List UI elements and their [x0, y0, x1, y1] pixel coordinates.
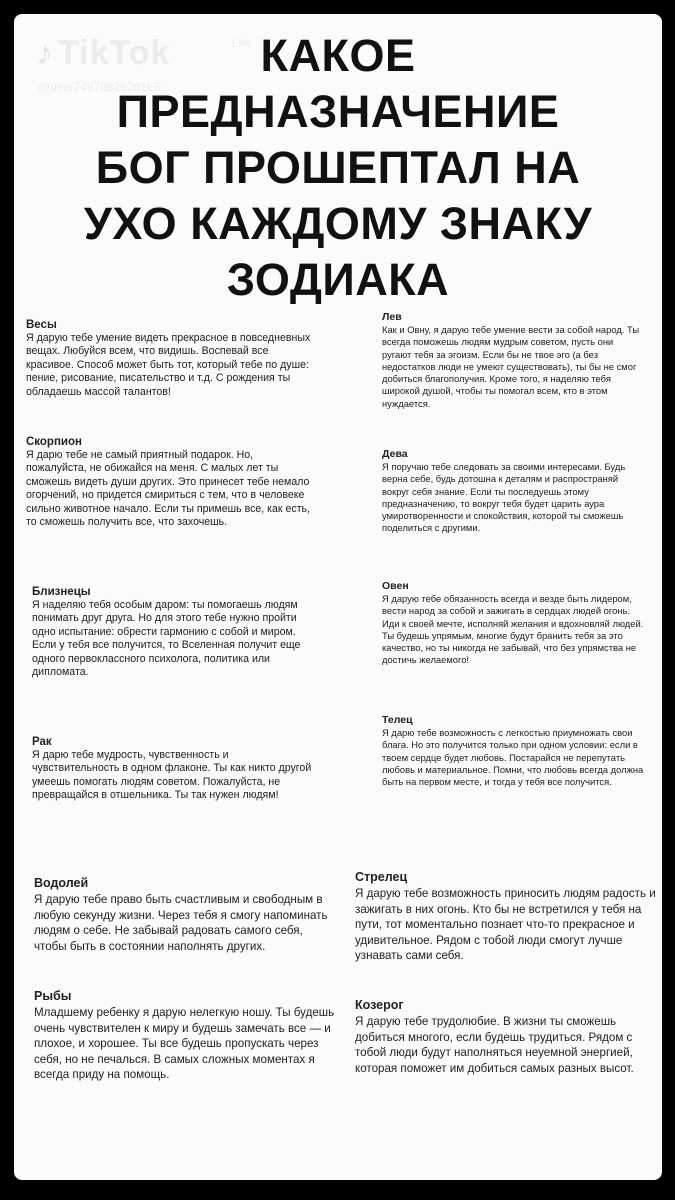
sign-kozerog	[355, 998, 660, 1076]
title-line: БОГ ПРОШЕПТАЛ НА	[95, 142, 581, 193]
sign-text: Я дарю тебе не самый приятный подарок. Но, пожалуйста, не обижайся на меня. С малых лет ты сможешь видеть души других. Это принесет тебе немало огорчений, но придется смириться с тем, что в человеке сильно животное начало. Если ты примешь все, как есть, то сможешь получить все, что захочешь.	[26, 449, 311, 529]
tiktok-logo: ♪ TikTok	[36, 34, 171, 72]
sign-rak	[32, 736, 317, 803]
sign-name: Близнецы	[32, 586, 91, 598]
sign-text: Я дарую тебе обязанность всегда и везде быть лидером, вести народ за собой и зажигать в сердцах людей огонь. Иди к своей мечте, исполняй желания и вдохновляй людей. Ты будешь упрямым, многие будут бранить тебя за это качество, но ты никогда не забывай, что без упрямства не достичь желаемого!	[382, 593, 644, 666]
sign-name: Овен	[382, 580, 409, 592]
sign-name: Скорпион	[26, 436, 82, 448]
sign-strelec	[355, 870, 660, 964]
sign-vodoley	[34, 876, 334, 954]
sign-name: Весы	[26, 319, 57, 331]
sign-vesy	[26, 319, 311, 399]
sign-text: Я дарую тебе умение видеть прекрасное в повседневных вещах. Любуйся всем, что видишь. Воспевай все красивое. Способ может быть тот, который тебе по душе: пение, рисование, писательство и т.д. С рождения ты обладаешь массой талантов!	[26, 332, 311, 398]
sign-name: Стрелец	[355, 870, 408, 884]
page-title	[14, 28, 662, 308]
title-line: КАКОЕ	[260, 30, 416, 81]
watermark-username: @user74970826201LE	[38, 80, 162, 94]
title-line: ЗОДИАКА	[226, 254, 450, 305]
sign-name: Водолей	[34, 876, 89, 890]
sign-text: Я дарую тебе возможность приносить людям радость и зажигать в них огонь. Кто бы не встретился у тебя на пути, тот моментально познает что-то прекрасное и удивительное. Рядом с тобой люди смогут лучше узнавать сами себя.	[355, 887, 656, 963]
infographic-card	[14, 14, 662, 1180]
sign-name: Козерог	[355, 998, 404, 1012]
title-line: УХО КАЖДОМУ ЗНАКУ	[83, 198, 593, 249]
sign-skorpion	[26, 436, 311, 529]
sign-name: Дева	[382, 448, 408, 460]
sign-name: Телец	[382, 714, 413, 726]
sign-lev	[382, 311, 642, 410]
sign-name: Рыбы	[34, 989, 72, 1003]
sign-text: Как и Овну, я дарую тебе умение вести за собой народ. Ты всегда поможешь людям мудрым советом, пусть они ругают тебя за эгоизм. Если бы не твое эго (а без недостатков люди не умеют существовать), ты бы не смог добиться благополучия. Кроме того, я наделяю тебя широкой душой, чтобы ты помогал всем, кто в этом нуждается.	[382, 324, 640, 409]
sign-text: Я дарую тебе трудолюбие. В жизни ты сможешь добиться многого, если будешь трудиться. Рядом с тобой люди будут наполняться неуемной энергией, которая поможет им добиться самых разных высот.	[355, 1015, 634, 1075]
music-note-icon: ♪	[36, 34, 54, 72]
sign-telec	[382, 714, 650, 788]
sign-text: Я поручаю тебе следовать за своими интересами. Будь верна себе, будь дотошна к деталям и распространяй вокруг себя знание. Если ты последуешь этому предназначению, то вокруг тебя будет царить аура умиротворенности и спокойствия, которой ты сможешь поделиться с другими.	[382, 461, 626, 534]
sign-oven	[382, 580, 650, 667]
sign-text: Я дарю тебе возможность с легкостью приумножать свои блага. Но это получится только при одном условии: если в твоем сердце будет любовь. Постарайся не перепутать любовь и материальное. Помни, что любовь всегда должна быть на первом месте, и тогда у тебя все получится.	[382, 727, 644, 788]
sign-text: Я наделяю тебя особым даром: ты помогаешь людям понимать друг друга. Но для этого тебе нужно пройти одно испытание: обрести гармонию с собой и миром. Если у тебя все получится, то Вселенная получит еще одного первоклассного психолога, политика или дипломата.	[32, 599, 301, 679]
sign-name: Рак	[32, 736, 52, 748]
sign-deva	[382, 448, 642, 535]
tiktok-lite-label: Lite	[232, 36, 252, 50]
sign-ryby	[34, 989, 339, 1083]
sign-bliznecy	[32, 586, 317, 679]
sign-text: Я дарю тебе мудрость, чувственность и чувствительность в одном флаконе. Ты как никто другой умеешь помогать людям советом. Пожалуйста, не превращайся в отшельника. Ты так нужен людям!	[32, 749, 312, 802]
sign-text: Я дарую тебе право быть счастливым и свободным в любую секунду жизни. Через тебя я смогу напоминать людям о себе. Не забывай радовать самого себя, чтобы быть в состоянии наполнять других.	[34, 893, 328, 953]
sign-name: Лев	[382, 311, 402, 323]
sign-text: Младшему ребенку я дарую нелегкую ношу. Ты будешь очень чувствителен к миру и будешь замечать все — и плохое, и хорошее. Ты все будешь пропускать через себя, но не печалься. В самых сложных моментах я всегда приду на помощь.	[34, 1006, 335, 1082]
title-line: ПРЕДНАЗНАЧЕНИЕ	[116, 86, 560, 137]
